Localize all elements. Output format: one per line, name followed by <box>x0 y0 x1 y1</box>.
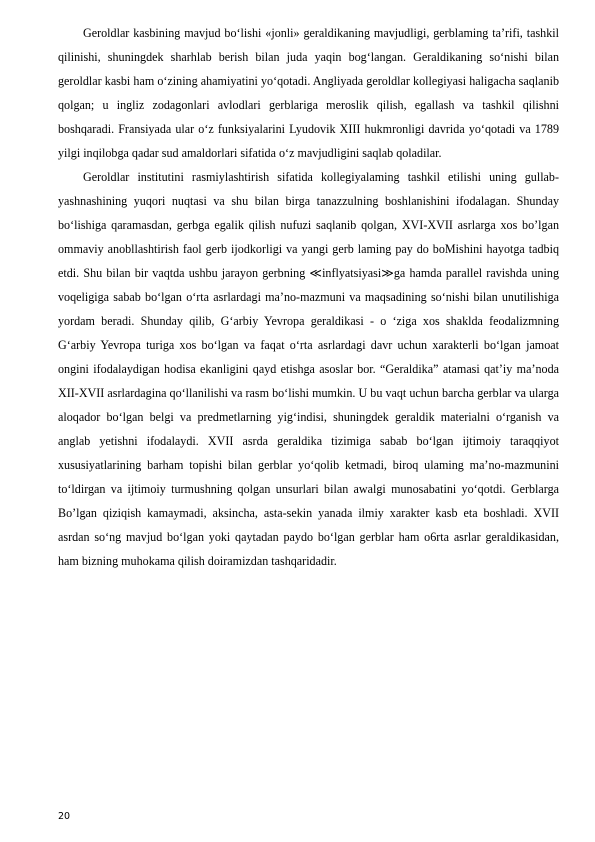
page-number: 20 <box>58 811 71 822</box>
body-text <box>58 21 559 573</box>
paragraph: Geroldlar institutini rasmiylashtirish sifatida kollegiyalaming tashkil etilishi uning gullab-yashnashining yuqori nuqtasi va shu bilan birga tanazzulning boshlanishini ifodalagan. Shunday bo‘lishiga qaramasdan, gerbga egalik qilish nufuzi saqlanib qolgan, XVI-XVII asrlarga xos bo’lgan ommaviy anobllashtirish faol gerb ijodkorligi va yangi gerb laming pay do boMishini hayotga tadbiq etdi. Shu bilan bir vaqtda ushbu jarayon gerbning ≪inflyatsiyasi≫ga hamda parallel ravishda uning voqeligiga sabab bo‘lgan o‘rta asrlardagi ma’no-mazmuni va maqsadining so‘nishi bilan unutilishiga yordam beradi. Shunday qilib, G‘arbiy Yevropa geraldikasi - o ‘ziga xos shaklda feodalizmning G‘arbiy Yevropa turiga xos bo‘lgan va faqat o‘rta asrlardagi davr uchun xarakterli bo‘lgan jamoat ongini ifodalaydigan hodisa ekanligini qayd etishga asoslar bor. “Geraldika” atamasi qat’iy ma’noda XII-XVII asrlardagina qo‘llanilishi va rasm bo‘lishi mumkin. U bu vaqt uchun barcha gerblar va ularga aloqador bo‘lgan belgi va predmetlarning yig‘indisi, shuningdek geraldik materialni o‘rganish va anglab yetishni ifodalaydi. XVII asrda geraldika tizimiga sabab bo‘lgan ijtimoiy taraqqiyot xususiyatlarining barham topishi bilan gerblar yo‘qolib ketmadi, biroq ulaming ma’no-mazmunini to‘ldirgan va ijtimoiy turmushning qolgan unsurlari bilan awalgi munosabatini yo‘qotdi. Gerblarga Bo’lgan qiziqish kamaymadi, aksincha, asta-sekin yanada ilmiy xarakter kasb eta boshladi. XVII asrdan so‘ng mavjud bo‘lgan yoki qaytadan paydo bo‘lgan gerblar ham o6rta asrlar geraldikasidan, ham bizning muhokama qilish doiramizdan tashqaridadir. <box>58 170 559 568</box>
paragraph: Geroldlar kasbining mavjud bo‘lishi «jonli» geraldikaning mavjudligi, gerblaming ta’rifi, tashkil qilinishi, shuningdek sharhlab berish bilan juda yaqin bog‘langan. Geraldikaning so‘nishi bilan geroldlar kasbi ham o‘zining ahamiyatini yo‘qotadi. Angliyada geroldlar kollegiyasi haligacha saqlanib qolgan; u ingliz zodagonlari avlodlari gerblariga meroslik qilish, egallash va tashkil qilishni boshqaradi. Fransiyada ular o‘z funksiyalarini Lyudovik XIII hukmronligi davrida yo‘qotadi va 1789 yilgi inqilobga qadar sud amaldorlari sifatida o‘z mavjudligini saqlab qoladilar. <box>58 26 559 160</box>
